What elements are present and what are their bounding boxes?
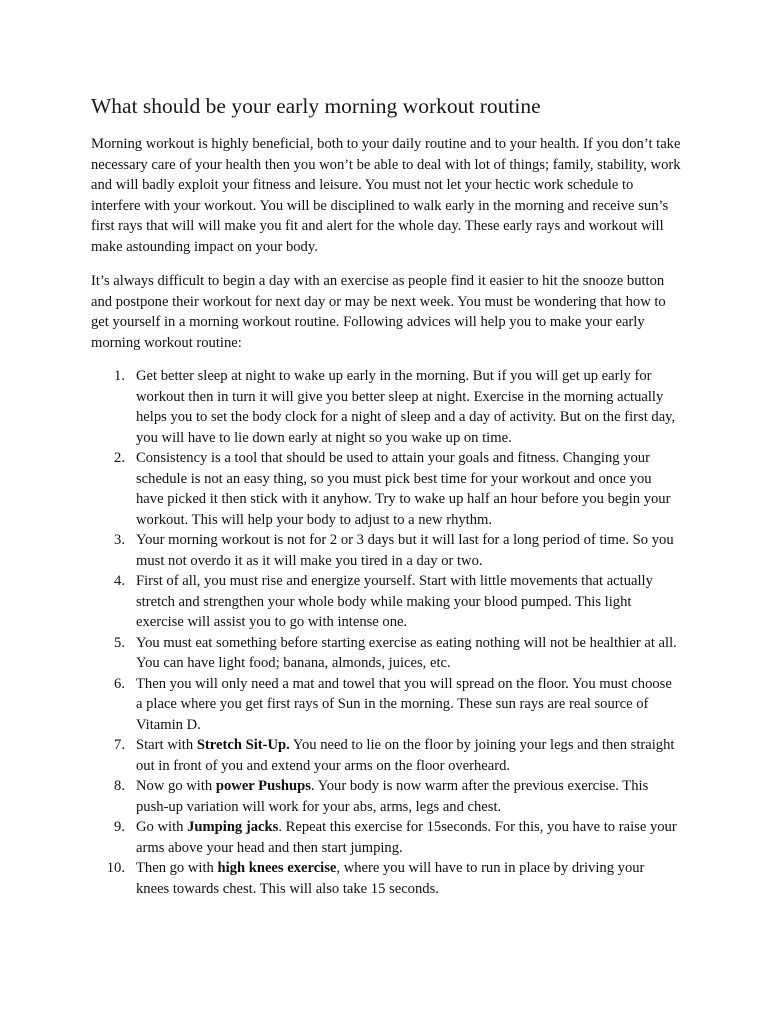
- list-item-bold: power Pushups: [215, 778, 311, 794]
- list-item: [91, 633, 681, 674]
- intro-paragraph: Morning workout is highly beneficial, both to your daily routine and to your health. If you don’t take necessary care of your health then you won’t be able to deal with lot of things; family, stability, work and will badly exploit your fitness and leisure. You must not let your hectic work schedule to interfere with your workout. You will be disciplined to walk early in the morning and receive sun’s first rays that will will make you fit and alert for the whole day. These early rays and workout will make astounding impact on your body.: [91, 136, 681, 255]
- list-item-number: 3.: [114, 532, 125, 548]
- list-item-text: You must eat something before starting exercise as eating nothing will not be healthier at all. You can have light food; banana, almonds, juices, etc.: [136, 634, 677, 671]
- document-title: What should be your early morning workout routine: [91, 94, 541, 118]
- list-item-text-end: You need to lie on the floor by joining your legs and then straight out in front of you and extend your arms on the floor overheard.: [136, 737, 675, 774]
- list-item-number: 8.: [114, 778, 125, 794]
- list-item-bold: Stretch Sit-Up.: [196, 737, 290, 753]
- list-item: [91, 674, 681, 736]
- workout-steps-list: [91, 366, 681, 899]
- list-item: [91, 858, 681, 899]
- list-item-number: 4.: [114, 573, 125, 589]
- list-item-text: Go with: [136, 819, 188, 835]
- second-paragraph: It’s always difficult to begin a day with an exercise as people find it easier to hit the snooze button and postpone their workout for next day or may be next week. You must be wondering that how to get yourself in a morning workout routine. Following advices will help you to make your early morning workout routine:: [91, 273, 666, 351]
- list-item-text: Then you will only need a mat and towel that you will spread on the floor. You must choose a place where you get first rays of Sun in the morning. These sun rays are real source of Vitamin D.: [136, 675, 672, 733]
- list-item-text: Your morning workout is not for 2 or 3 days but it will last for a long period of time. So you must not overdo it as it will make you tired in a day or two.: [136, 532, 674, 569]
- list-item-text: Get better sleep at night to wake up early in the morning. But if you will get up early for workout then in turn it will give you better sleep at night. Exercise in the morning actually helps you to set the body clock for a night of sleep and a day of activity. But on the first day, you will have to lie down early at night so you wake up on time.: [136, 368, 676, 446]
- list-item-text-end: . Your body is now warm after the previous exercise. This push-up variation will work for your abs, arms, legs and chest.: [136, 778, 649, 815]
- list-item-number: 10.: [106, 860, 125, 876]
- list-item-number: 9.: [114, 819, 125, 835]
- list-item: [91, 735, 681, 776]
- list-item-number: 2.: [114, 450, 125, 466]
- list-item-bold: Jumping jacks: [187, 819, 279, 835]
- list-item-bold: high knees exercise: [217, 860, 337, 876]
- list-item-text: First of all, you must rise and energize yourself. Start with little movements that actually stretch and strengthen your whole body while making your blood pumped. This light exercise will assist you to go with intense one.: [136, 573, 653, 630]
- list-item: [91, 366, 681, 448]
- list-item: [91, 571, 681, 633]
- list-item: [91, 530, 681, 571]
- list-item-number: 1.: [114, 368, 125, 384]
- list-item-number: 7.: [114, 737, 125, 753]
- list-item-text: Consistency is a tool that should be used to attain your goals and fitness. Changing your schedule is not an easy thing, so you must pick best time for your workout and once you have picked it then stick with it anyhow. Try to wake up half an hour before you begin your workout. This will help your body to adjust to a new rhythm.: [136, 450, 671, 528]
- list-item-text-end: , where you will have to run in place by driving your knees towards chest. This will also take 15 seconds.: [136, 860, 645, 897]
- list-item-text-end: . Repeat this exercise for 15seconds. For this, you have to raise your arms above your head and then start jumping.: [136, 819, 677, 856]
- list-item-number: 6.: [114, 675, 125, 692]
- list-item-text: Start with: [136, 737, 197, 753]
- list-item: [91, 817, 681, 858]
- list-item-number: 5.: [114, 634, 125, 651]
- list-item: [91, 448, 681, 530]
- list-item: [91, 776, 681, 817]
- list-item-text: Then go with: [136, 860, 218, 876]
- list-item-text: Now go with: [136, 778, 216, 794]
